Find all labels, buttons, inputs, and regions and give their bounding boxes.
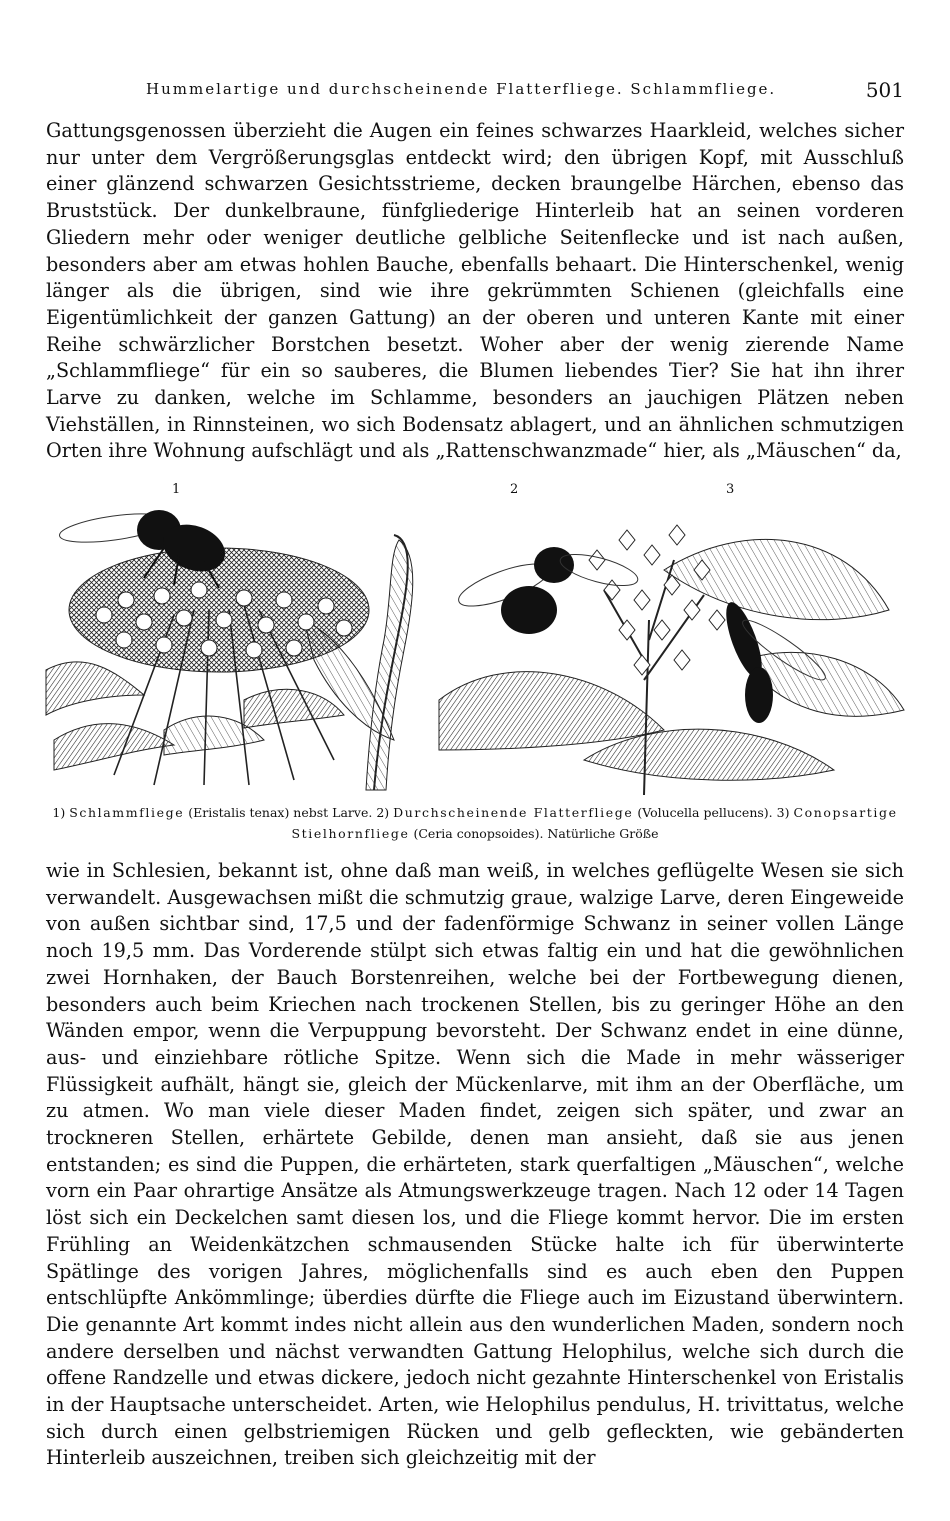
yarrow-plant xyxy=(46,548,394,785)
caption-fig2-name: Durchscheinende Flatterfliege xyxy=(393,805,634,820)
body-paragraph-top: Gattungsgenossen überzieht die Augen ein feines schwarzes Haarkleid, welches sicher nur unter dem Vergrößerungsglas entdeckt wird; den übrigen Kopf, mit Ausschluß einer glänzend schwarzen Gesichtsstrieme, decken braungelbe Härchen, ebenso das Bruststück. Der dunkelbraune, fünfgliederige Hinterleib hat an seinen vorderen Gliedern mehr oder weniger deutliche gelbliche Seitenflecke und ist nach außen, besonders aber am etwas hohlen Bauche, ebenfalls behaart. Die Hinterschenkel, wenig länger als die übrigen, sind wie ihre gekrümmten Schienen (gleichfalls eine Eigentümlichkeit der ganzen Gattung) an der oberen und unteren Kante mit einer Reihe schwärzlicher Borstchen besetzt. Woher aber der wenig zierende Name „Schlammfliege“ für ein so sauberes, die Blumen liebendes Tier? Sie hat ihn ihrer Larve zu danken, welche im Schlamme, besonders an jauchigen Plätzen neben Viehställen, in Rinnsteinen, wo sich Bodensatz ablagert, und an ähnlichen schmutzigen Orten ihre Wohnung aufschlägt und als „Rattenschwanzmade“ hier, als „Mäuschen“ da, xyxy=(46,119,904,463)
caption-fig2-latin: (Volucella pellucens). xyxy=(637,805,773,820)
caption-fig2-number: 2) xyxy=(376,805,390,820)
rat-tailed-larva xyxy=(366,535,413,790)
caption-fig3-name: Conopsartige Stielhornfliege xyxy=(291,805,898,841)
figure-number-2: 2 xyxy=(510,482,519,497)
figure-number-3: 3 xyxy=(726,482,735,497)
caption-note: Natürliche Größe xyxy=(547,826,659,841)
figure-number-1: 1 xyxy=(172,482,181,497)
running-head xyxy=(46,78,904,106)
caption-fig3-number: 3) xyxy=(776,805,790,820)
page-number: 501 xyxy=(865,78,904,102)
caption-fig1-name: Schlammfliege xyxy=(69,805,185,820)
caption-fig1-number: 1) xyxy=(52,805,66,820)
running-title: Hummelartige und durchscheinende Flatterfliege. Schlammfliege. xyxy=(146,80,777,98)
flowering-shrub xyxy=(439,525,904,795)
figure-caption xyxy=(46,802,904,844)
caption-fig3-latin: (Ceria conopsoides). xyxy=(413,826,544,841)
caption-fig1-latin: (Eristalis tenax) nebst Larve. xyxy=(188,805,373,820)
body-paragraph-bottom: wie in Schlesien, bekannt ist, ohne daß man weiß, in welches geflügelte Wesen sie sich verwandelt. Ausgewachsen mißt die schmutzig graue, walzige Larve, deren Eingeweide von außen sichtbar sind, 17,5 und der fadenförmige Schwanz in seiner vollen Länge noch 19,5 mm. Das Vorderende stülpt sich etwas faltig ein und hat die gewöhnlichen zwei Hornhaken, der Bauch Borstenreihen, welche bei der Fortbewegung dienen, besonders auch beim Kriechen nach trockenen Stellen, bis zu geringer Höhe an den Wänden empor, wenn die Verpuppung bevorsteht. Der Schwanz endet in eine dünne, aus- und einziehbare rötliche Spitze. Wenn sich die Made in mehr wässeriger Flüssigkeit aufhält, hängt sie, gleich der Mückenlarve, mit ihm an der Oberfläche, um zu atmen. Wo man viele dieser Maden findet, zeigen sich später, und zwar an trockneren Stellen, erhärtete Gebilde, denen man ansieht, daß sie aus jenen entstanden; es sind die Puppen, die erhärteten, stark querfaltigen „Mäuschen“, welche vorn ein Paar ohrartige Ansätze als Atmungswerkzeuge tragen. Nach 12 oder 14 Tagen löst sich ein Deckelchen samt diesen los, und die Fliege kommt hervor. Die im ersten Frühling an Weidenkätzchen schmausenden Stücke halte ich für überwinterte Spätlinge des vorigen Jahres, möglichenfalls sind es auch eben den Puppen entschlüpfte Ankömmlinge; überdies dürfte die Fliege auch im Eizustand überwintern. Die genannte Art kommt indes nicht allein aus den wunderlichen Maden, sondern noch andere derselben und nächst verwandten Gattung Helophilus, welche sich durch die offene Randzelle und etwas dickere, jedoch nicht gezahnte Hinterschenkel von Eristalis in der Hauptsache unterscheidet. Arten, wie Helophilus pendulus, H. trivittatus, welche sich durch einen gelbstriemigen Rücken und gelb gefleckten, wie gebänderten Hinterleib auszeichnen, treiben sich gleichzeitig mit der xyxy=(46,859,904,1470)
engraving-svg xyxy=(44,500,908,795)
engraving-illustration xyxy=(44,500,908,795)
